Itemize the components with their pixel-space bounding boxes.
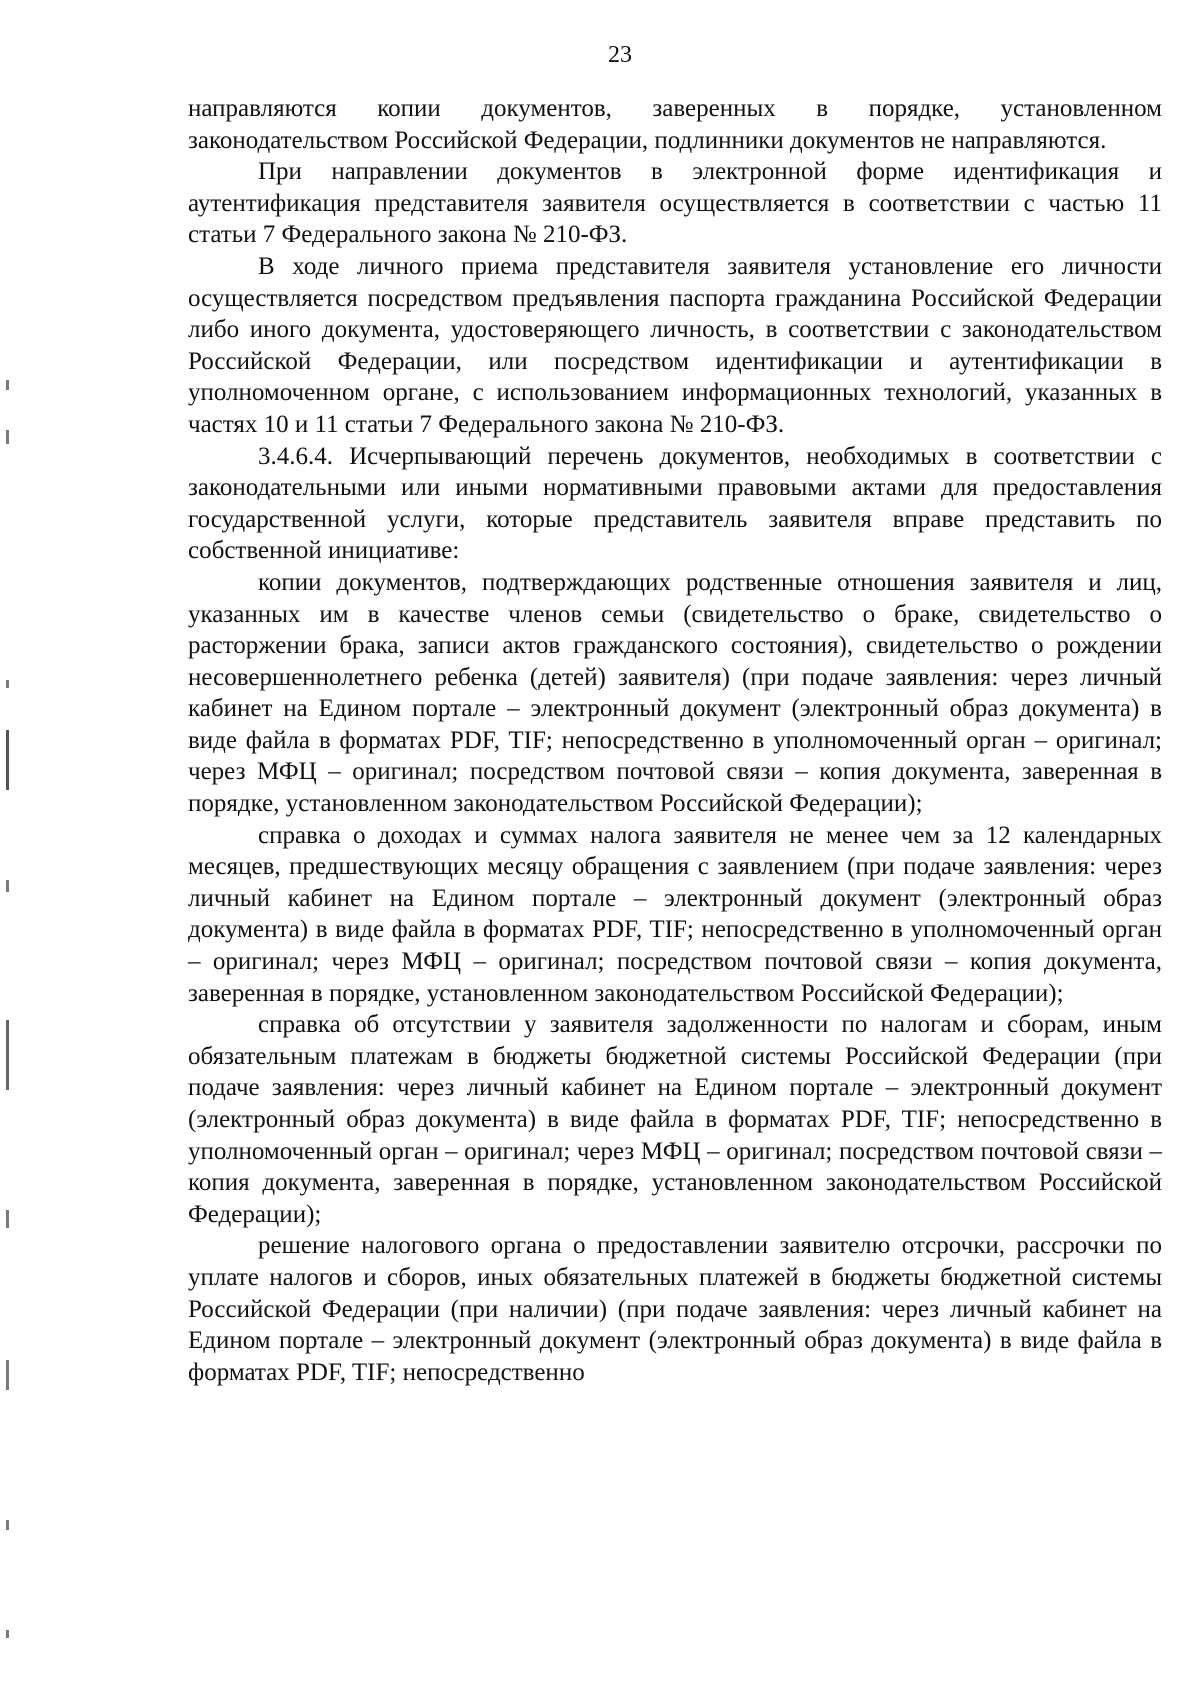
paragraph-continuation: направляются копии документов, заверенных в порядке, установленном законодательством Российской Федерации, подлинники документов не направляются. [188,95,1162,154]
paragraph-section-3-4-6-4: 3.4.6.4. Исчерпывающий перечень документов, необходимых в соответствии с законодательными или иными нормативными правовыми актами для предоставления государственной услуги, которые представитель заявителя вправе представить по собственной инициативе: [188,442,1162,565]
paragraph-electronic-identification: При направлении документов в электронной форме идентификация и аутентификация представителя заявителя осуществляется в соответствии с частью 11 статьи 7 Федерального закона № 210-ФЗ. [188,158,1162,249]
document-body [188,93,1162,1388]
scan-edge-marks [6,380,14,1680]
list-item-tax-deferral-decision: решение налогового органа о предоставлении заявителю отсрочки, рассрочки по уплате налогов и сборов, иных обязательных платежей в бюджеты бюджетной системы Российской Федерации (при наличии) (при подаче заявления: через личный кабинет на Едином портале – электронный документ (электронный образ документа) в виде файла в форматах PDF, TIF; непосредственно [188,1232,1162,1386]
list-item-income-certificate: справка о доходах и суммах налога заявителя не менее чем за 12 календарных месяцев, предшествующих месяцу обращения с заявлением (при подаче заявления: через личный кабинет на Едином портале – электронный документ (электронный образ документа) в виде файла в форматах PDF, TIF; непосредственно в уполномоченный орган – оригинал; через МФЦ – оригинал; посредством почтовой связи – копия документа, заверенная в порядке, установленном законодательством Российской Федерации); [188,821,1162,1007]
list-item-family-documents: копии документов, подтверждающих родственные отношения заявителя и лиц, указанных им в качестве членов семьи (свидетельство о браке, свидетельство о расторжении брака, записи актов гражданского состояния), свидетельство о рождении несовершеннолетнего ребенка (детей) заявителя) (при подаче заявления: через личный кабинет на Едином портале – электронный документ (электронный образ документа) в виде файла в форматах PDF, TIF; непосредственно в уполномоченный орган – оригинал; через МФЦ – оригинал; посредством почтовой связи – копия документа, заверенная в порядке, установленном законодательством Российской Федерации); [188,568,1162,818]
page-number: 23 [608,42,632,68]
paragraph-personal-reception: В ходе личного приема представителя заявителя установление его личности осуществляется посредством предъявления паспорта гражданина Российской Федерации либо иного документа, удостоверяющего личность, в соответствии с законодательством Российской Федерации, или посредством идентификации и аутентификации в уполномоченном органе, с использованием информационных технологий, указанных в частях 10 и 11 статьи 7 Федерального закона № 210-ФЗ. [188,252,1162,438]
list-item-tax-debt-certificate: справка об отсутствии у заявителя задолженности по налогам и сборам, иным обязательным платежам в бюджеты бюджетной системы Российской Федерации (при подаче заявления: через личный кабинет на Едином портале – электронный документ (электронный образ документа) в виде файла в форматах PDF, TIF; непосредственно в уполномоченный орган – оригинал; через МФЦ – оригинал; посредством почтовой связи – копия документа, заверенная в порядке, установленном законодательством Российской Федерации); [188,1011,1162,1228]
